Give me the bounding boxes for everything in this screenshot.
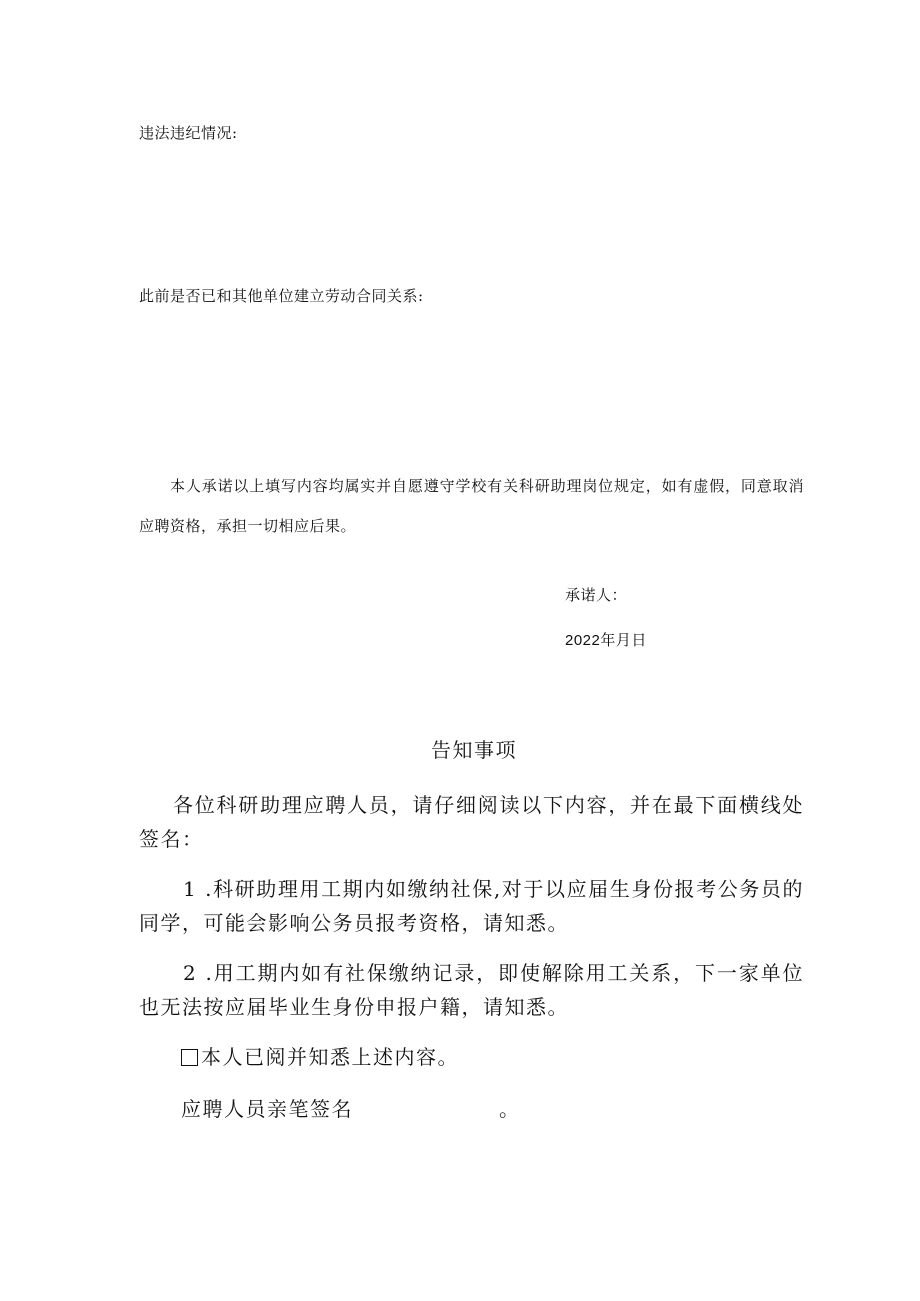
pledge-date [565,629,647,650]
notice-item-1: 1 .科研助理用工期内如缴纳社保,对于以应届生身份报考公务员的同学，可能会影响公务员报考资格，请知悉。 [139,877,804,935]
signature-end: 。 [499,1097,521,1121]
prior-contract-label: 此前是否已和其他单位建立劳动合同关系: [139,287,424,305]
acknowledge-line [181,1041,459,1070]
acknowledge-text: 本人已阅并知悉上述内容。 [201,1045,459,1069]
acknowledge-checkbox[interactable] [181,1049,198,1066]
signature-label: 应聘人员亲笔签名 [181,1097,353,1121]
date-year: 2022 [565,632,601,649]
signature-line [181,1093,521,1122]
notice-intro: 各位科研助理应聘人员，请仔细阅读以下内容，并在最下面横线处签名： [139,793,804,851]
violations-label: 违法违纪情况: [139,124,238,142]
date-rest: 年月日 [600,631,647,649]
notice-item-2: 2 .用工期内如有社保缴纳记录，即使解除用工关系，下一家单位也无法按应届毕业生身份申报户籍，请知悉。 [139,961,804,1019]
notice-title: 告知事项 [431,738,517,762]
pledger-label: 承诺人： [565,586,628,604]
pledge-paragraph: 本人承诺以上填写内容均属实并自愿遵守学校有关科研助理岗位规定，如有虚假，同意取消应聘资格，承担一切相应后果。 [139,477,804,535]
